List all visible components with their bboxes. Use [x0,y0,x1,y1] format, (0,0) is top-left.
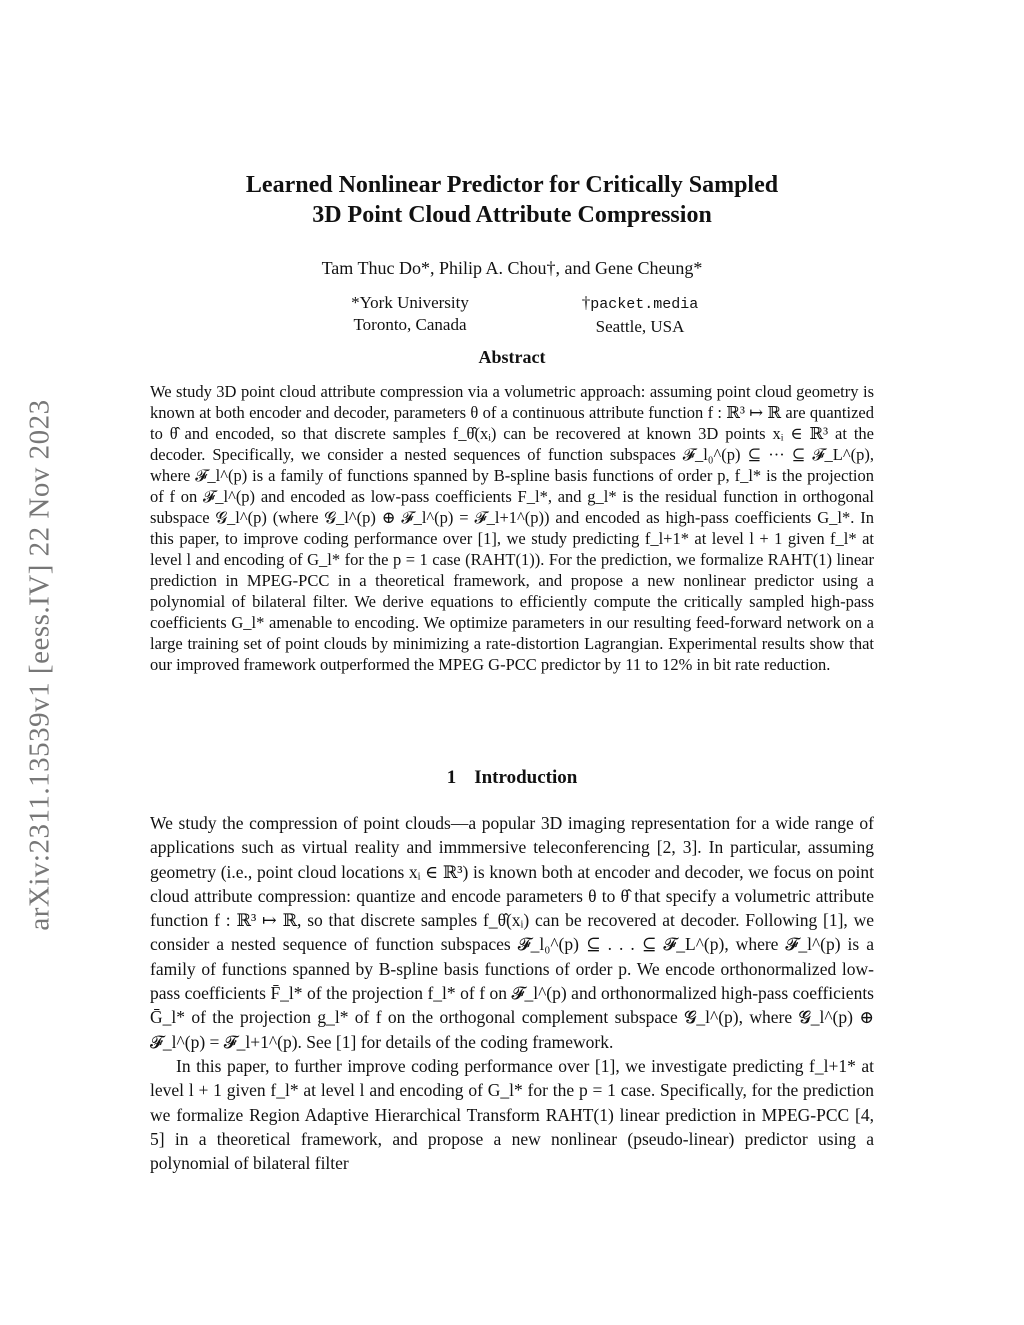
introduction-body [150,811,874,1175]
abstract-heading: Abstract [478,347,546,367]
title-line-1: Learned Nonlinear Predictor for Critically Sampled [245,172,779,198]
affiliation-packet-media [560,292,720,338]
title-line-2: 3D Point Cloud Attribute Compression [312,202,712,228]
intro-paragraph-2: In this paper, to further improve coding performance over [1], we investigate predicting f_l+1* at level l + 1 given f_l* at level l and encoding of G_l* for the p = 1 case. Specifically, for the prediction we formalize Region Adaptive Hierarchical Transform RAHT(1) linear prediction in MPEG-PCC [4, 5] in a theoretical framework, and propose a new nonlinear (pseudo-linear) predictor using a polynomial of bilateral filter [150,1055,874,1174]
intro-paragraph-1: We study the compression of point clouds—a popular 3D imaging representation for a wide range of applications such as virtual reality and immmersive teleconferencing [2, 3]. In particular, assuming geometry (i.e., point cloud locations xᵢ ∈ ℝ³) is known both at encoder and decoder, we focus on point cloud attribute compression: quantize and encode parameters θ to θ̂ that specify a volumetric attribute function f : ℝ³ ↦ ℝ, so that discrete samples f_θ̂(xᵢ) can be recovered at decoder. Following [1], we consider a nested sequence of function subspaces 𝓕_l₀^(p) ⊆ . . . ⊆ 𝓕_L^(p), where 𝓕_l^(p) is a family of functions spanned by B-spline basis functions of order p. We encode orthonormalized low-pass coefficients F̄_l* of the projection f_l* of f on 𝓕_l^(p) and orthonormalized high-pass coefficients Ḡ_l* of the projection g_l* of f on the orthogonal complement subspace 𝓖_l^(p), where 𝓖_l^(p) ⊕ 𝓕_l^(p) = 𝓕_l+1^(p). See [1] for details of the coding framework. [150,813,874,1052]
paper-title [150,170,874,230]
affiliation-packet-media-place: Seattle, USA [595,317,685,336]
affiliation-york-place: Toronto, Canada [353,315,467,334]
arxiv-identifier-sidebar [18,345,62,985]
affiliation-packet-media-name: packet.media [590,296,699,313]
affiliation-dagger-mark: † [581,293,591,312]
affiliation-york-name: *York University [351,293,469,312]
author-list: Tam Thuc Do*, Philip A. Chou†, and Gene Cheung* [321,258,703,278]
arxiv-identifier: arXiv:2311.13539v1 [eess.IV] 22 Nov 2023 [23,399,56,931]
section-title: Introduction [474,767,578,788]
section-heading-introduction [150,767,874,789]
abstract-body: We study 3D point cloud attribute compression via a volumetric approach: assuming point cloud geometry is known at both encoder and decoder, parameters θ of a continuous attribute function f : ℝ³ ↦ ℝ are quantized to θ̂ and encoded, so that discrete samples f_θ̂(xᵢ) can be recovered at known 3D points xᵢ ∈ ℝ³ at the decoder. Specifically, we consider a nested sequences of function subspaces 𝓕_l₀^(p) ⊆ ··· ⊆ 𝓕_L^(p), where 𝓕_l^(p) is a family of functions spanned by B-spline basis functions of order p, f_l* is the projection of f on 𝓕_l^(p) and encoded as low-pass coefficients F_l*, and g_l* is the residual function in orthogonal subspace 𝓖_l^(p) (where 𝓖_l^(p) ⊕ 𝓕_l^(p) = 𝓕_l+1^(p)) and encoded as high-pass coefficients G_l*. In this paper, to improve coding performance over [1], we study predicting f_l+1* at level l + 1 given f_l* at level l and encoding of G_l* for the p = 1 case (RAHT(1)). For the prediction, we formalize RAHT(1) linear prediction in MPEG-PCC in a theoretical framework, and propose a new nonlinear predictor using a polynomial of bilateral filter. We derive equations to efficiently compute the critically sampled high-pass coefficients G_l* amenable to encoding. We optimize parameters in our resulting feed-forward network on a large training set of point clouds by minimizing a rate-distortion Lagrangian. Experimental results show that our improved framework outperformed the MPEG G-PCC predictor by 11 to 12% in bit rate reduction. [150,382,874,674]
section-number: 1 [446,767,457,788]
affiliation-york [330,292,490,336]
